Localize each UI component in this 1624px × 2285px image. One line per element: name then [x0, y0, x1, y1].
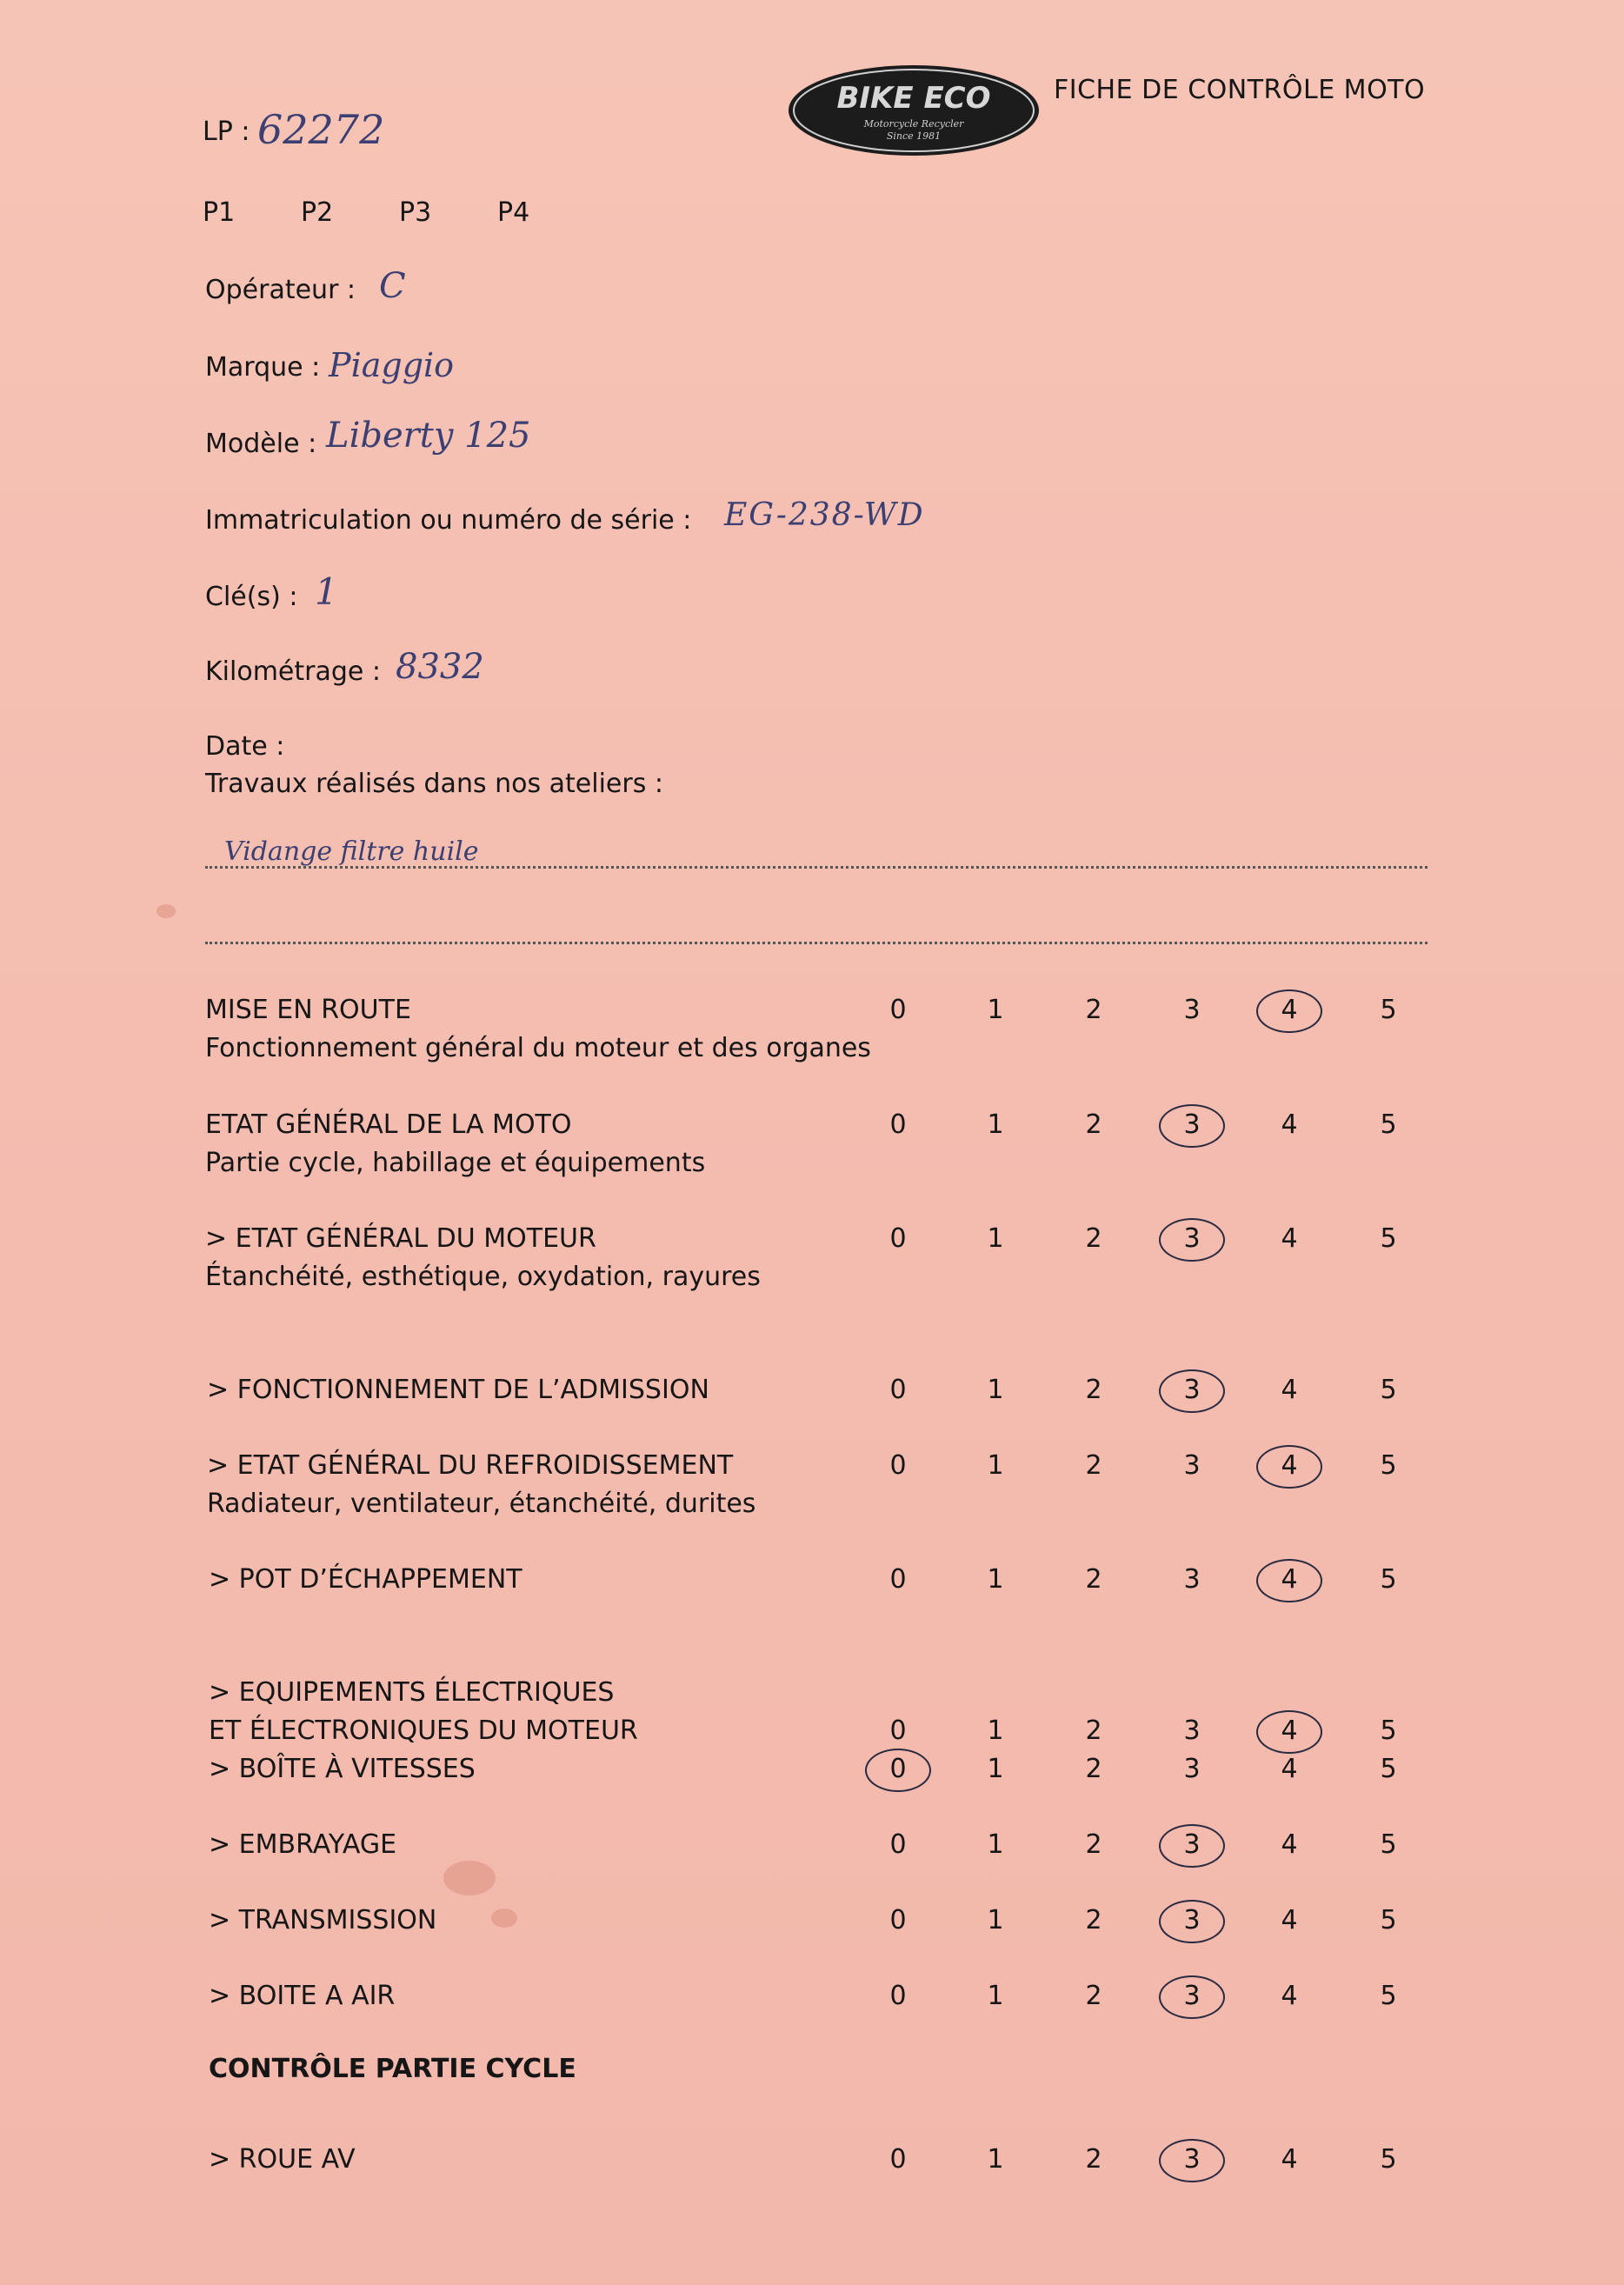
cles-label: Clé(s) :: [205, 582, 298, 612]
selected-score-circle: [1256, 989, 1322, 1033]
score-option[interactable]: 5: [1380, 1981, 1397, 2011]
score-option[interactable]: 5: [1380, 1829, 1397, 1860]
score-option[interactable]: 2: [1085, 1223, 1102, 1254]
selected-score-circle: [1159, 1218, 1225, 1262]
score-option[interactable]: 3: [1183, 1715, 1201, 1746]
logo-tagline: Motorcycle Recycler: [863, 118, 964, 130]
section-title: CONTRÔLE PARTIE CYCLE: [209, 2054, 576, 2084]
score-option[interactable]: 1: [987, 1754, 1004, 1784]
score-option[interactable]: 5: [1380, 1715, 1397, 1746]
score-option[interactable]: 0: [889, 1715, 907, 1746]
score-option[interactable]: 4: [1281, 1109, 1298, 1140]
rating-label: > ETAT GÉNÉRAL DU REFROIDISSEMENT: [207, 1450, 734, 1481]
selected-score-circle: [1159, 2139, 1225, 2182]
marque-label: Marque :: [205, 352, 321, 383]
rating-label: ETAT GÉNÉRAL DE LA MOTO: [205, 1109, 572, 1140]
score-option[interactable]: 0: [889, 1905, 907, 1935]
score-option[interactable]: 2: [1085, 1715, 1102, 1746]
score-option[interactable]: 4: [1281, 1981, 1298, 2011]
score-option[interactable]: 5: [1380, 1905, 1397, 1935]
rating-label: > POT D’ÉCHAPPEMENT: [209, 1564, 522, 1595]
date-label: Date :: [205, 731, 285, 762]
score-option[interactable]: 5: [1380, 1109, 1397, 1140]
score-option[interactable]: 4: [1281, 995, 1298, 1025]
rating-label: > ETAT GÉNÉRAL DU MOTEUR: [205, 1223, 596, 1254]
score-option[interactable]: 1: [987, 1564, 1004, 1595]
score-option[interactable]: 0: [889, 1450, 907, 1481]
score-option[interactable]: 1: [987, 1981, 1004, 2011]
rating-sublabel: Radiateur, ventilateur, étanchéité, durites: [207, 1489, 756, 1519]
score-option[interactable]: 3: [1183, 1564, 1201, 1595]
rating-sublabel: Partie cycle, habillage et équipements: [205, 1148, 706, 1178]
score-option[interactable]: 5: [1380, 1450, 1397, 1481]
selected-score-circle: [1256, 1559, 1322, 1602]
score-option[interactable]: 0: [889, 1564, 907, 1595]
dotted-line: [205, 866, 1428, 869]
score-option[interactable]: 1: [987, 1715, 1004, 1746]
logo-tagline: Since 1981: [886, 130, 942, 142]
dotted-line: [205, 942, 1428, 944]
score-option[interactable]: 1: [987, 1450, 1004, 1481]
immatriculation-label: Immatriculation ou numéro de série :: [205, 505, 692, 536]
score-option[interactable]: 5: [1380, 1375, 1397, 1405]
modele-label: Modèle :: [205, 429, 317, 459]
score-option[interactable]: 1: [987, 995, 1004, 1025]
score-option[interactable]: 3: [1183, 1375, 1201, 1405]
selected-score-circle: [1159, 1369, 1225, 1413]
score-option[interactable]: 0: [889, 2144, 907, 2175]
score-option[interactable]: 5: [1380, 1564, 1397, 1595]
score-option[interactable]: 5: [1380, 1223, 1397, 1254]
lp-label: LP :: [203, 117, 250, 147]
score-option[interactable]: 3: [1183, 1981, 1201, 2011]
score-option[interactable]: 2: [1085, 1905, 1102, 1935]
score-option[interactable]: 5: [1380, 995, 1397, 1025]
rating-label: > BOÎTE À VITESSES: [209, 1754, 476, 1784]
rating-sublabel: Étanchéité, esthétique, oxydation, rayures: [205, 1262, 761, 1292]
score-option[interactable]: 2: [1085, 2144, 1102, 2175]
stain: [156, 904, 176, 918]
p1-label: P1: [203, 197, 236, 228]
travaux-value: Vidange filtre huile: [224, 836, 479, 867]
rating-label: > EQUIPEMENTS ÉLECTRIQUES: [209, 1677, 615, 1708]
score-option[interactable]: 2: [1085, 1375, 1102, 1405]
bike-eco-logo: [787, 64, 1042, 157]
score-option[interactable]: 2: [1085, 1754, 1102, 1784]
score-option[interactable]: 1: [987, 1905, 1004, 1935]
score-option[interactable]: 3: [1183, 1754, 1201, 1784]
score-option[interactable]: 1: [987, 1109, 1004, 1140]
kilometrage-value: 8332: [396, 647, 484, 687]
operateur-value: C: [379, 266, 406, 306]
score-option[interactable]: 1: [987, 1223, 1004, 1254]
score-option[interactable]: 3: [1183, 1450, 1201, 1481]
modele-value: Liberty 125: [326, 416, 531, 456]
score-option[interactable]: 2: [1085, 995, 1102, 1025]
stain: [491, 1909, 517, 1928]
score-option[interactable]: 3: [1183, 2144, 1201, 2175]
immatriculation-value: EG-238-WD: [724, 497, 925, 533]
p4-label: P4: [497, 197, 530, 228]
rating-label: MISE EN ROUTE: [205, 995, 411, 1025]
score-option[interactable]: 4: [1281, 1223, 1298, 1254]
rating-sublabel: Fonctionnement général du moteur et des organes: [205, 1033, 871, 1063]
score-option[interactable]: 2: [1085, 1564, 1102, 1595]
stain: [443, 1861, 496, 1895]
score-option[interactable]: 1: [987, 2144, 1004, 2175]
selected-score-circle: [1256, 1710, 1322, 1754]
rating-label: > FONCTIONNEMENT DE L’ADMISSION: [207, 1375, 709, 1405]
kilometrage-label: Kilométrage :: [205, 656, 382, 687]
selected-score-circle: [1159, 1104, 1225, 1148]
p2-label: P2: [301, 197, 334, 228]
score-option[interactable]: 4: [1281, 1450, 1298, 1481]
score-option[interactable]: 3: [1183, 1223, 1201, 1254]
selected-score-circle: [865, 1749, 931, 1792]
travaux-label: Travaux réalisés dans nos ateliers :: [205, 769, 663, 799]
score-option[interactable]: 4: [1281, 1564, 1298, 1595]
score-option[interactable]: 4: [1281, 1754, 1298, 1784]
selected-score-circle: [1159, 1824, 1225, 1868]
score-option[interactable]: 0: [889, 1981, 907, 2011]
selected-score-circle: [1159, 1975, 1225, 2019]
document-title: FICHE DE CONTRÔLE MOTO: [1054, 75, 1426, 105]
score-option[interactable]: 1: [987, 1829, 1004, 1860]
logo-text: BIKE ECO: [836, 81, 991, 116]
score-option[interactable]: 3: [1183, 995, 1201, 1025]
score-option[interactable]: 5: [1380, 2144, 1397, 2175]
rating-label: > TRANSMISSION: [209, 1905, 437, 1935]
operateur-label: Opérateur :: [205, 275, 356, 305]
cles-value: 1: [315, 570, 338, 613]
score-option[interactable]: 1: [987, 1375, 1004, 1405]
score-option[interactable]: 3: [1183, 1109, 1201, 1140]
score-option[interactable]: 3: [1183, 1829, 1201, 1860]
score-option[interactable]: 5: [1380, 1754, 1397, 1784]
score-option[interactable]: 4: [1281, 1375, 1298, 1405]
score-option[interactable]: 2: [1085, 1109, 1102, 1140]
rating-label: > BOITE A AIR: [209, 1981, 396, 2011]
score-option[interactable]: 4: [1281, 2144, 1298, 2175]
p3-label: P3: [399, 197, 432, 228]
score-option[interactable]: 0: [889, 1829, 907, 1860]
rating-label: > ROUE AV: [209, 2144, 356, 2175]
lp-value: 62272: [257, 106, 385, 153]
score-option[interactable]: 4: [1281, 1829, 1298, 1860]
score-option[interactable]: 0: [889, 1754, 907, 1784]
score-option[interactable]: 2: [1085, 1981, 1102, 2011]
score-option[interactable]: 4: [1281, 1905, 1298, 1935]
score-option[interactable]: 2: [1085, 1450, 1102, 1481]
score-option[interactable]: 4: [1281, 1715, 1298, 1746]
score-option[interactable]: 0: [889, 1375, 907, 1405]
score-option[interactable]: 2: [1085, 1829, 1102, 1860]
score-option[interactable]: 3: [1183, 1905, 1201, 1935]
rating-sublabel: ET ÉLECTRONIQUES DU MOTEUR: [209, 1715, 638, 1746]
score-option[interactable]: 0: [889, 1223, 907, 1254]
selected-score-circle: [1256, 1445, 1322, 1489]
rating-label: > EMBRAYAGE: [209, 1829, 397, 1860]
marque-value: Piaggio: [329, 346, 455, 384]
score-option[interactable]: 0: [889, 1109, 907, 1140]
selected-score-circle: [1159, 1900, 1225, 1943]
score-option[interactable]: 0: [889, 995, 907, 1025]
